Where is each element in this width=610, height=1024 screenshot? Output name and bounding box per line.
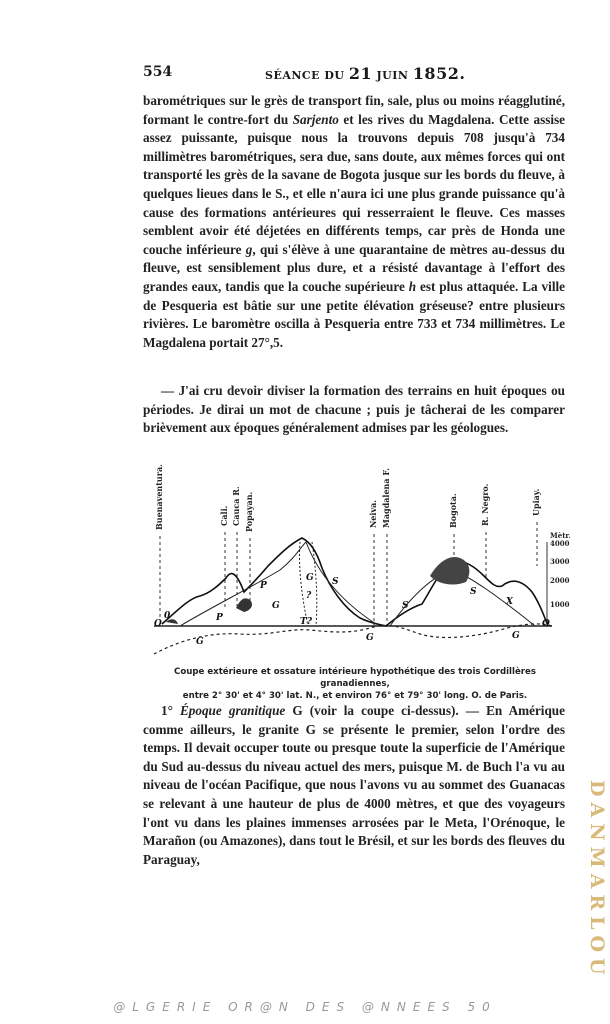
scale-4000: 4000 (550, 539, 570, 548)
scale-2000: 2000 (550, 576, 570, 585)
bottom-watermark: @LGERIE OR@N DES @NNEES 50 (113, 1000, 497, 1014)
running-header (143, 64, 563, 84)
letter-g-mid: G (272, 601, 280, 611)
p1-text-a: barométriques sur le grès de transport fin, sale, plus ou moins réagglutiné, formant le contre-fort du (143, 93, 565, 127)
label-popayan: Popayan. (244, 491, 254, 532)
side-watermark: DANMARLOU (586, 779, 608, 981)
letter-g-peak: G (306, 573, 314, 583)
session-title (265, 64, 465, 83)
letter-s-b: S (402, 601, 409, 611)
label-neiva: Neiva. (368, 499, 378, 528)
letter-s-a: S (332, 577, 339, 587)
paragraph-1 (143, 92, 565, 352)
p1-italic-g: g (245, 241, 253, 257)
paragraph-2: — J'ai cru devoir diviser la formation des terrains en huit époques ou périodes. Je dirai un mot de chacune ; puis je tâcherai de les comparer brièvement aux époques généralement admises par les géologues. (143, 383, 565, 436)
dashed-core-a (299, 542, 308, 626)
title-month: JUIN (372, 69, 413, 82)
label-cauca: Cauca R. (231, 486, 241, 526)
letter-q: ? (306, 591, 312, 601)
letter-g-west: G (196, 637, 204, 647)
p3-lead: 1° (161, 703, 180, 718)
cross-section-svg (140, 458, 570, 663)
label-rio-negro: R. Negro. (480, 483, 490, 526)
p1-text-d: est plus attaquée. La ville de Pesqueria est bâtie sur une petite élévation gréseuse? entre plusieurs rivières. Le baromètre oscilla à Pesqueria entre 733 et 734 millimètres. Le Magdalena portait 27°,5. (143, 278, 565, 350)
letter-t: T? (300, 617, 312, 627)
scale-1000: 1000 (550, 600, 570, 609)
p1-text-b: et les rives du Magdalena. Cette assise assez puissante, puisque nous la trouvons depuis 708 jusqu'à 734 millimètres barométriques, sera due, sans doute, aux mêmes forces qui ont transporté les grès de la savane de Bogota jusque sur les bords du fleuve, à quelques lieues dans le S., et elle n'aura ici une plus grande puissance qu'à cause des formations antérieures qui resserraient le fleuve. Ces masses semblent avoir été déjetées en différents temps, car près de Honda une couche inférieure (143, 111, 566, 257)
scale-3000: 3000 (550, 557, 570, 566)
label-upiay: Upiay. (531, 488, 541, 516)
letter-x: X (506, 597, 513, 607)
p1-text-c: , qui s'élève à une quarantaine de mètres au-dessus du fleuve, est sensiblement plus dure, et a résisté davantage à l'effort des grandes eaux, tandis que la couche supérieure (143, 241, 565, 294)
p3-italic-epoque: Époque granitique (179, 703, 286, 718)
geological-cross-section (140, 458, 570, 663)
granite-skeleton (154, 624, 552, 654)
label-magdalena: Magdalena F. (381, 468, 391, 528)
label-bogota: Bogota. (448, 493, 458, 528)
caption-line-1: Coupe extérieure et ossature intérieure hypothétique des trois Cordillères granadiennes, (174, 667, 536, 689)
letter-o-left: O (154, 619, 162, 629)
letter-p-a: P (260, 581, 267, 591)
letter-s-c: S (470, 587, 477, 597)
figure-caption (140, 666, 570, 702)
dark-mass-popayan (236, 598, 252, 612)
paragraph-3 (143, 702, 565, 869)
dark-mass-bogota (430, 557, 469, 585)
title-day: 21 (348, 64, 373, 83)
label-buenaventura: Buenaventura. (154, 464, 164, 530)
letter-g-center: G (366, 633, 374, 643)
p1-italic-h: h (408, 278, 417, 294)
title-year: 1852. (412, 64, 466, 83)
p1-italic-sarjento: Sarjento (292, 111, 339, 127)
title-prefix: SÉANCE DU (265, 69, 349, 82)
letter-p-b: P (216, 613, 223, 623)
letter-zero: 0 (164, 611, 171, 621)
scale-title: Mètr. (550, 531, 570, 540)
letter-g-east: G (512, 631, 520, 641)
label-cali: Cali. (219, 505, 229, 526)
letter-o-right: O (542, 619, 550, 629)
p3-text: G (voir la coupe ci-dessus). — En Amérique comme ailleurs, le granite G se présente le premier, selon l'ordre des temps. Il devait occuper toute ou presque toute la superficie de l'Amérique du Sud au-dessus du niveau actuel des mers, puisque M. de Buch l'a vu au niveau de l'océan Pacifique, que nous l'avons vu au sommet des Guanacas se relevant à une hauteur de plus de 4000 mètres, et que des voyageurs l'ont vu dans les plaines immenses arrosées par le Meta, l'Orénoque, le Marañon (ou Amazones), dans tout le Brésil, et sur les bords des fleuves du Paraguay, (143, 703, 565, 867)
caption-line-2: entre 2° 30' et 4° 30' lat. N., et environ 76° et 79° 30' long. O. de Paris. (182, 691, 528, 701)
inner-line-a (180, 542, 306, 626)
page-number: 554 (143, 64, 173, 80)
